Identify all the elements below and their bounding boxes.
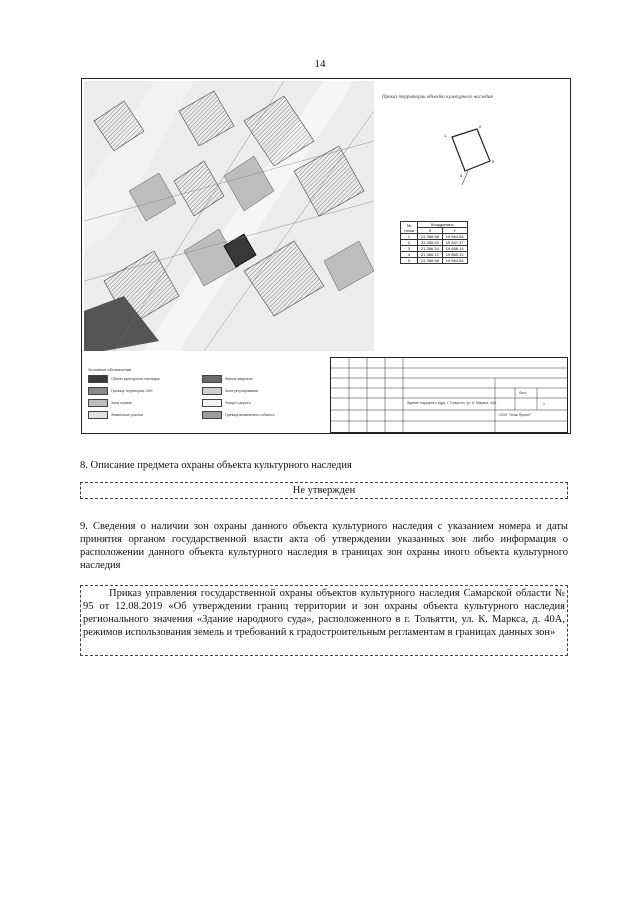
point-label-2: 2 [479,124,482,129]
section-9-heading: 9. Сведения о наличии зон охраны данного объекта культурного наследия с указанием номера и даты принятия органом государственной власти акта об утверждении указанных зон либо информация о расположении данного объекта культурного наследия в границах зон охраны иного объекта культурного наследия [80,521,568,571]
stamp-grid [331,358,567,432]
map-legend [84,367,334,431]
map-drawing [84,81,374,351]
scheme-title: Приказ территории объекта культурного наследия [382,95,493,100]
legend-item: Объект культурного наследия [88,375,159,383]
legend-item: Граница выявленного объекта [202,411,274,419]
legend-swatch [202,411,222,419]
legend-item: Зона регулирования [202,387,258,395]
coord-header-num: № точки [401,222,418,234]
legend-swatch [202,387,222,395]
legend-item: Улицы и дороги [202,399,251,407]
point-label-1: 1 [444,133,447,138]
point-label-4: 4 [460,173,463,178]
legend-swatch [88,411,108,419]
stamp-sheet-number: 1 [543,402,545,406]
coord-header-coords: Координаты [418,222,468,228]
stamp-sheet-label: Лист [519,391,527,395]
title-block-stamp [330,357,568,433]
legend-item: Зона охраны [88,399,132,407]
section-8-heading: 8. Описание предмета охраны объекта культурного наследия [80,460,352,471]
legend-item: Граница территории ОКН [88,387,152,395]
table-row: 3 21 356.34 19 858.14 [401,246,468,252]
site-plan-map [84,81,374,351]
boundary-diagram [422,119,512,199]
table-row: 4 21 366.12 19 865.12 [401,252,468,258]
status-text: Не утвержден [292,485,356,496]
legend-swatch [88,399,108,407]
point-label-3: 3 [492,159,495,164]
map-sheet [81,78,571,434]
status-box [80,482,568,499]
page-number: 14 [314,58,326,70]
legend-swatch [88,387,108,395]
legend-swatch [202,399,222,407]
order-text: Приказ управления государственной охраны объектов культурного наследия Самарской области № 95 от 12.08.2019 «Об утверждении границ территории и зон охраны объекта культурного наследия регионального значения «Здание народного суда», расположенного в г. Тольятти, ул. К. Маркса, д. 40А, режимов использования земель и требований к градостроительным регламентам в границах данных зон» [83,588,565,638]
table-row: 1 21 368.98 19 864.54 [401,234,468,240]
legend-item: Земельные участки [88,411,143,419]
legend-swatch [88,375,108,383]
stamp-object: Здание народного суда, г. Тольятти, ул. К. Маркса, 40А [407,401,497,405]
legend-item: Жилые кварталы [202,375,253,383]
table-row: 5 21 368.98 19 864.54 [401,258,468,264]
order-box [80,585,568,656]
stamp-org: ООО "Этаж Проект" [499,413,532,417]
coordinates-table [400,221,468,264]
legend-swatch [202,375,222,383]
legend-title: Условные обозначения [88,367,132,372]
coord-header-x: X [418,228,443,234]
table-row: 2 21 358.63 19 847.37 [401,240,468,246]
coord-header-y: Y [442,228,467,234]
